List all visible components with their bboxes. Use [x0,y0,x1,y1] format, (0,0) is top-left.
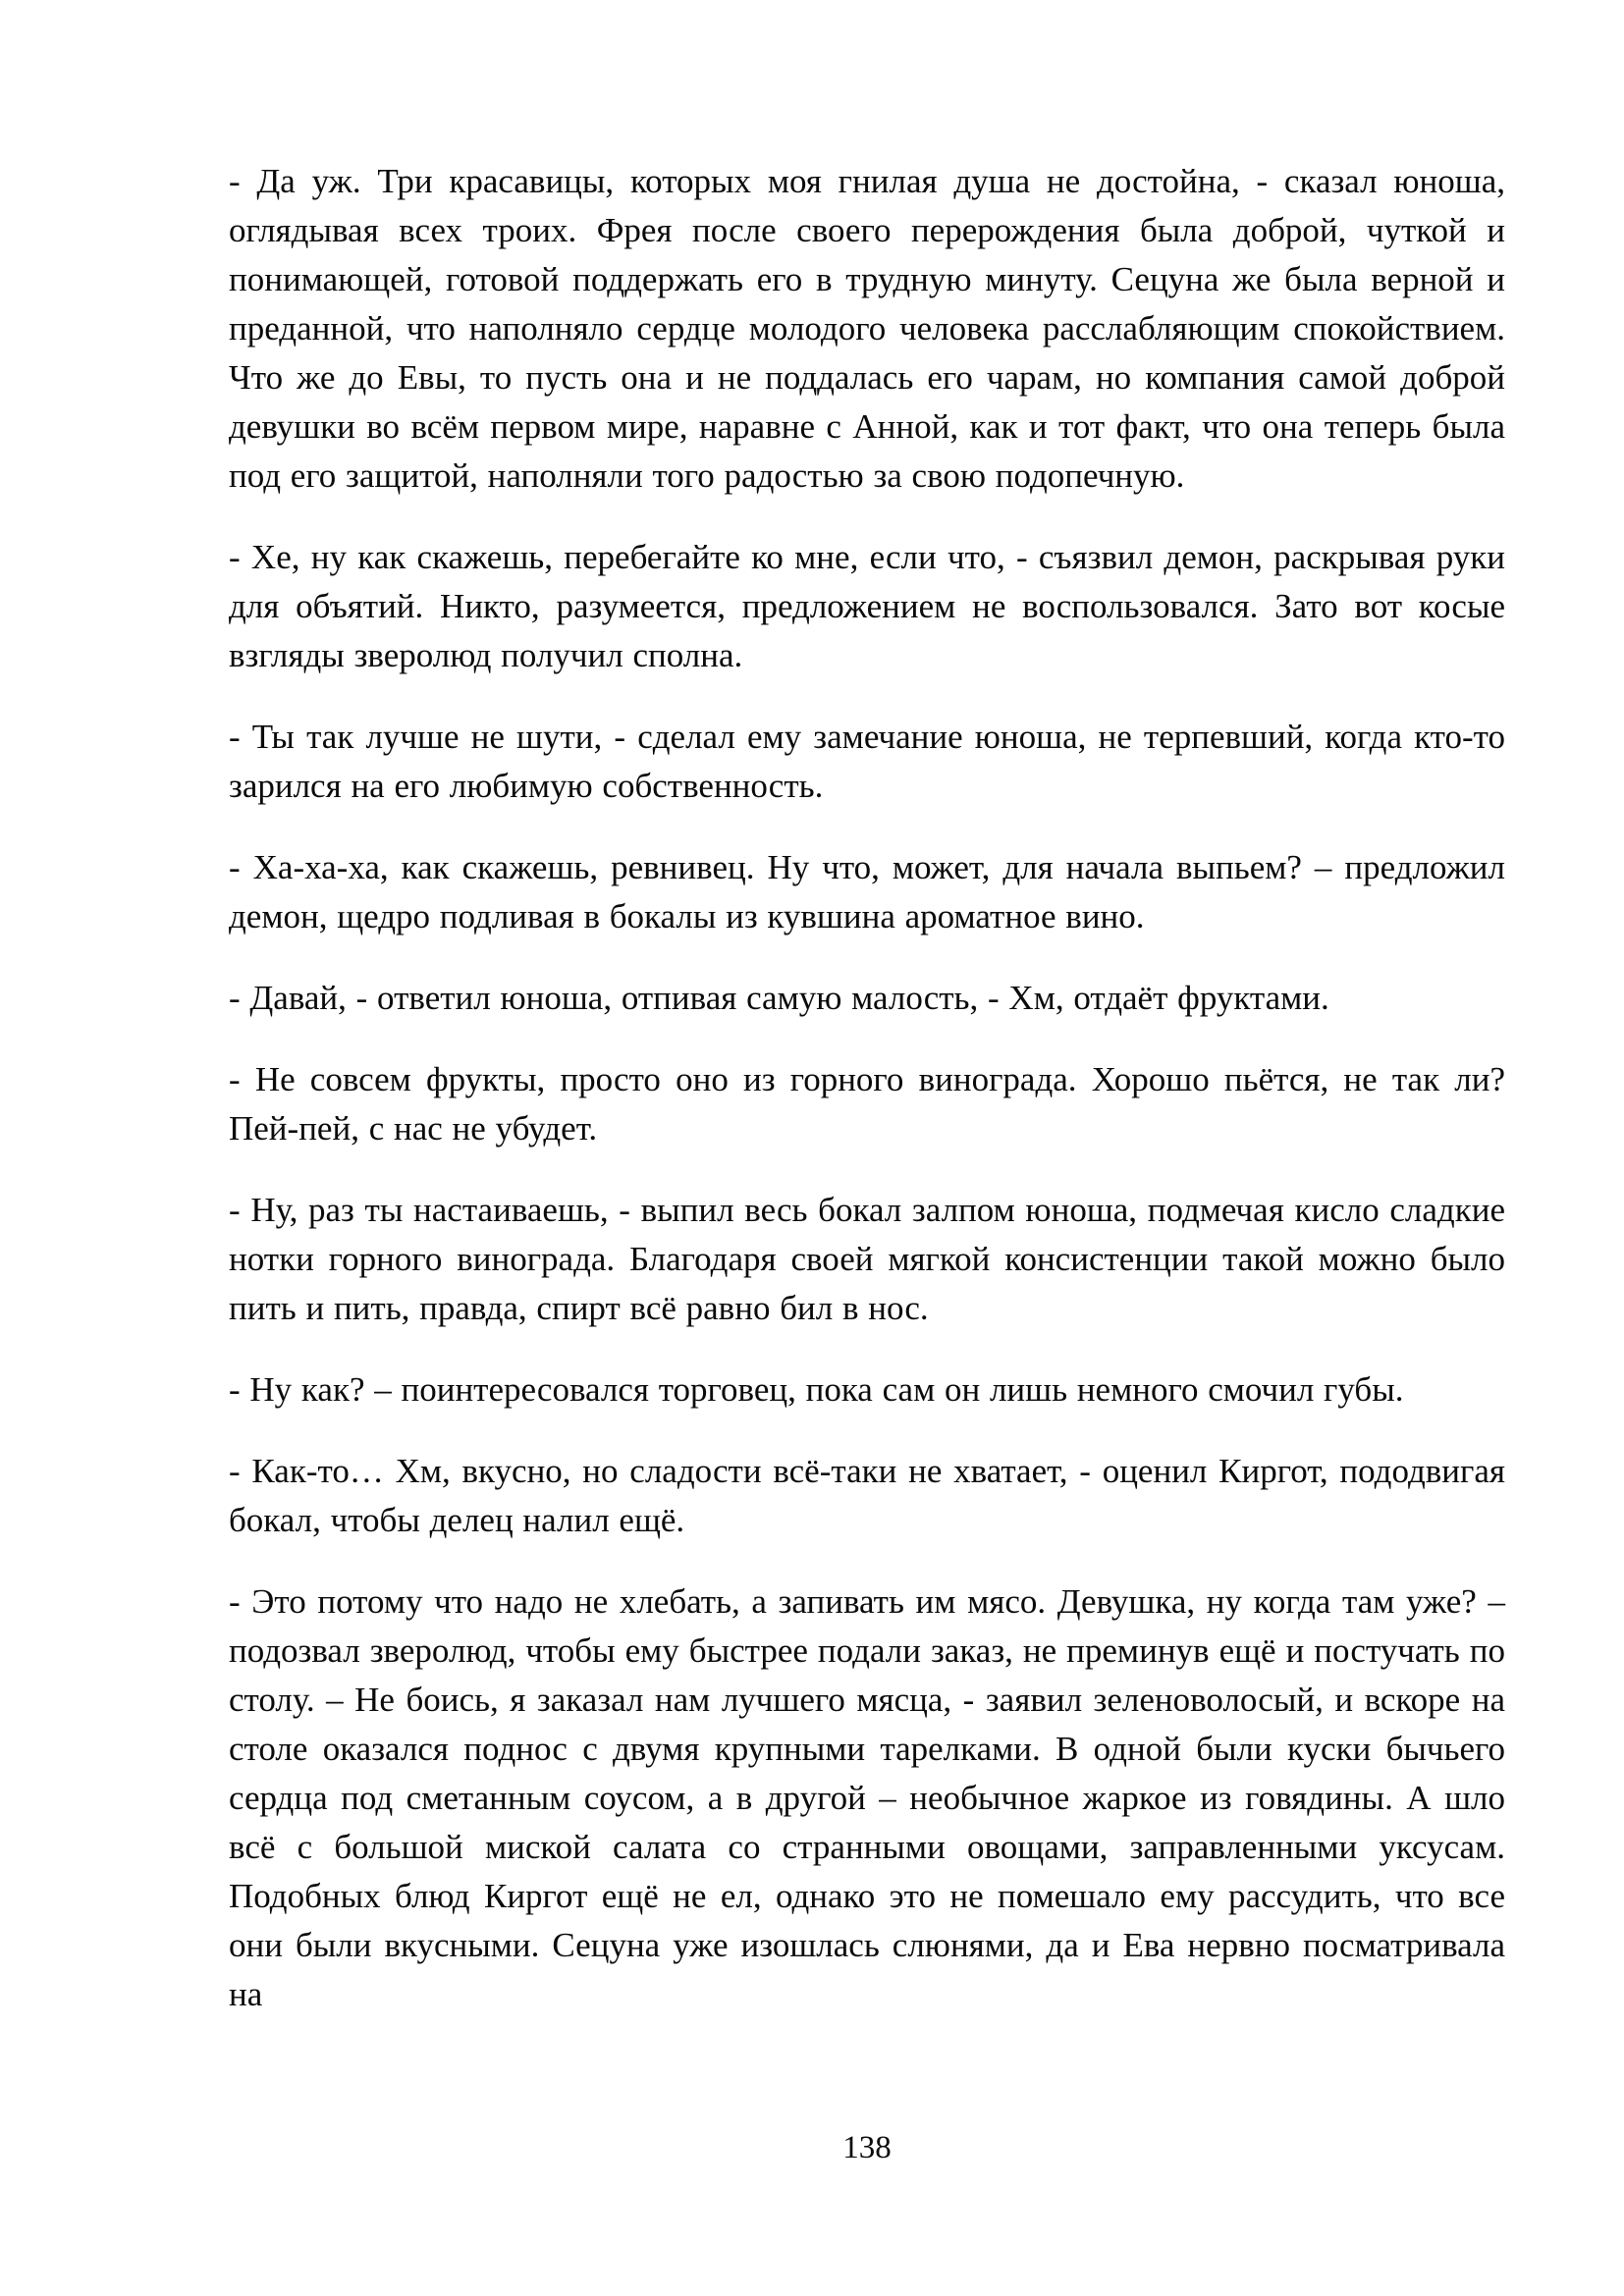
paragraph: - Не совсем фрукты, просто оно из горного винограда. Хорошо пьётся, не так ли? Пей-пей, с нас не убудет. [229,1060,1505,1148]
paragraph: - Ха-ха-ха, как скажешь, ревнивец. Ну что, может, для начала выпьем? – предложил демон, щедро подливая в бокалы из кувшина ароматное вино. [229,848,1505,935]
paragraph: - Хе, ну как скажешь, перебегайте ко мне, если что, - съязвил демон, раскрывая руки для объятий. Никто, разумеется, предложением не воспользовался. Зато вот косые взгляды зверолюд получил сполна. [229,538,1505,674]
paragraph: - Да уж. Три красавицы, которых моя гнилая душа не достойна, - сказал юноша, оглядывая всех троих. Фрея после своего перерождения была доброй, чуткой и понимающей, готовой поддержать его в трудную минуту. Сецуна же была верной и преданной, что наполняло сердце молодого человека расслабляющим спокойствием. Что же до Евы, то пусть она и не поддалась его чарам, но компания самой доброй девушки во всём первом мире, наравне с Анной, как и тот факт, что она теперь была под его защитой, наполняли того радостью за свою подопечную. [229,162,1505,495]
paragraph: - Как-то… Хм, вкусно, но сладости всё-таки не хватает, - оценил Киргот, пододвигая бокал, чтобы делец налил ещё. [229,1452,1505,1539]
paragraph: - Давай, - ответил юноша, отпивая самую малость, - Хм, отдаёт фруктами. [229,979,1329,1017]
paragraph: - Это потому что надо не хлебать, а запивать им мясо. Девушка, ну когда там уже? – подозвал зверолюд, чтобы ему быстрее подали заказ, не преминув ещё и постучать по столу. – Не боись, я заказал нам лучшего мясца, - заявил зеленоволосый, и вскоре на столе оказался поднос с двумя крупными тарелками. В одной были куски бычьего сердца под сметанным соусом, а в другой – необычное жаркое из говядины. А шло всё с большой миской салата со странными овощами, заправленными уксусам. Подобных блюд Киргот ещё не ел, однако это не помешало ему рассудить, что все они были вкусными. Сецуна уже изошлась слюнями, да и Ева нервно посматривала на [229,1582,1505,2013]
body-text [229,157,1505,2019]
paragraph: - Ну как? – поинтересовался торговец, пока сам он лишь немного смочил губы. [229,1370,1404,1409]
paragraph: - Ну, раз ты настаиваешь, - выпил весь бокал залпом юноша, подмечая кисло сладкие нотки горного винограда. Благодаря своей мягкой консистенции такой можно было пить и пить, правда, спирт всё равно бил в нос. [229,1191,1505,1327]
page-number: 138 [842,2130,892,2165]
paragraph: - Ты так лучше не шути, - сделал ему замечание юноша, не терпевший, когда кто-то зарился на его любимую собственность. [229,718,1505,805]
